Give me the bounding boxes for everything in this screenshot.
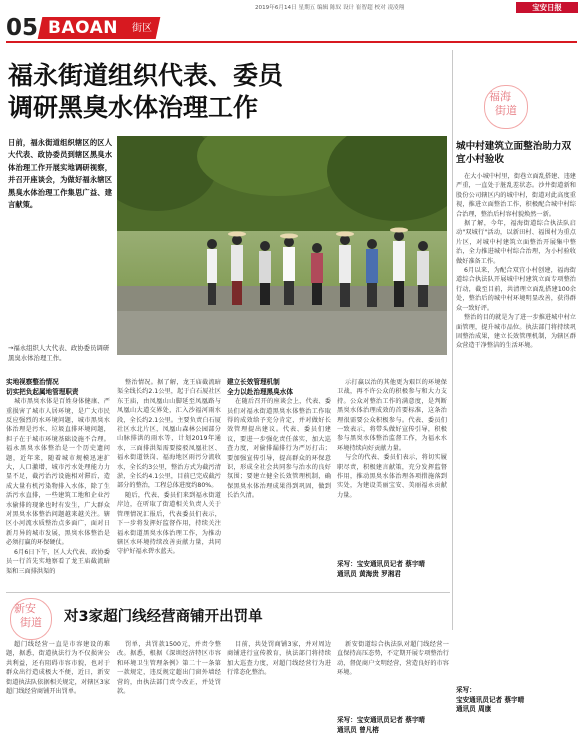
main-credit — [337, 560, 449, 579]
main-subhead: 建立长效管理机制 — [227, 378, 280, 386]
side-credit-line: 通讯员 周康 — [456, 705, 492, 714]
main-subhead: 切实把负起属地管理职责 — [6, 387, 79, 396]
main-col-3 — [227, 378, 331, 590]
main-col-1 — [6, 378, 110, 590]
main-paragraph: 示打赢以治的其他更为艰巨的环境保卫战，再不许公众的积极参与和大力支持。公众对整治工作的满意度，是判断黑臭水体治理成效的首要标准，这条治理很需要公众积极参与。代表、委员们一致表示，将带头做好宣传引导，积极参与黑臭水体整治监督工作，为福永水环境持续向好贡献力量。 — [337, 379, 447, 452]
bottom-col-2 — [117, 640, 221, 746]
main-paragraph: 随后，代表、委员们来到福永街道岸边，在听取了街道相关负责人关于管理情况汇报后，代表委员们表示，下一步将发挥好监督作用，持续关注福永街道黑臭水体治理工作，为推动辖区水环境持续改善贡献力量，共同守护好福永碧水蓝天。 — [117, 491, 221, 556]
bottom-divider — [6, 592, 450, 593]
side-paragraph: 整治的目的就是为了进一步推进城中村立面管理，提升城市品位。执法部门将持续巩固整治成果，建立长效管理机制，为辖区群众营造干净整洁的生活环境。 — [456, 314, 576, 350]
main-credit-line: 采写：宝安通讯员记者 蔡宇晴 — [337, 560, 426, 568]
main-photo — [117, 136, 447, 355]
main-col-2 — [117, 378, 221, 590]
side-headline: 城中村建筑立面整治助力双宜小村验收 — [456, 141, 572, 166]
main-paragraph: 与会的代表、委员们表示，将切实履职尽责，积极建言献策，充分发挥监督作用，推动黑臭水体治理各项措施落到实处，为建设美丽宝安、美丽福永贡献力量。 — [337, 454, 447, 499]
section-name: BAOAN — [48, 18, 118, 38]
xinan-label-2: 街道 — [20, 616, 42, 629]
bottom-col-3 — [227, 640, 331, 746]
side-paragraph: 在大小城中村里，街巷立面乱搭建、违建严重，一直处于脏乱差状态。沙井街道新和股份公司辖区内的城中村，街道对此高度重视，推进立面整治工作，积极配合城中村综合治理，整治后村容村貌焕然一新。 — [456, 173, 576, 218]
date-line: 2019年6月14日 星期五 编辑 陈奴 设计 崔智超 校对 凌凌翔 — [255, 5, 405, 11]
bottom-credit-line: 采写：宝安通讯员记者 蔡宇晴 — [337, 716, 426, 724]
side-credit-line: 采写： — [456, 686, 476, 694]
header-rule — [6, 41, 577, 43]
bottom-paragraph: 超门线经营一直是市容建设的难题，据悉，街道执法行为不仅损害公共利益，还有阻碍市容市貌，也对于群众出行造成极大不便，近日，新安街道执法队依据相关规定，对辖区3家超门线经营商铺开出罚单。 — [6, 641, 110, 696]
headline-line-1: 福永街道组织代表、委员 — [8, 61, 284, 90]
side-credit-line: 宝安通讯员记者 蔡宇晴 — [456, 695, 525, 704]
page-number: 05 — [6, 15, 39, 41]
main-paragraph: 整治情况。据了解，龙王庙截流暗渠全线长约2.1公里，起于白石厦社区东王庙，由凤凰山山脚延至凤凰路与凤凰山大道交界处，汇入沙福河雨水段，全长约2.1公里。主要负责白石厦社区水北片区，凤凰山森林公园部分山脉排洪的雨水等，计划2019年通水，三面排洪渠需要接驳凤凰社区、福永街道铁岗、福海地区雨污分流收水，全长约3公里，整治方式为截污清淤，全长约4.1公里，目前已完成截污部分的整治，工程总体进度约80%。 — [117, 379, 221, 490]
main-subhead: 实地视察整治情况 — [6, 378, 59, 386]
headline-line-2: 调研黑臭水体治理工作 — [8, 93, 259, 122]
side-body — [456, 172, 576, 682]
main-paragraph: 6月6日下午，区人大代表、政协委员一行首先实地察看了龙王庙截流暗渠和三面排洪渠的 — [6, 548, 110, 575]
fuhai-label-1: 福海 — [489, 90, 511, 103]
bottom-credit-line: 通讯员 曾凡榕 — [337, 725, 379, 734]
main-credit-line: 通讯员 黄海贵 罗湘君 — [337, 569, 401, 578]
xinan-label-1: 新安 — [14, 602, 36, 615]
main-subhead: 全力以赴治理黑臭水体 — [227, 387, 293, 396]
masthead-logo: 宝安日报 — [516, 2, 578, 13]
fuhai-label-2: 街道 — [495, 104, 517, 117]
side-credit — [456, 686, 576, 715]
bottom-paragraph: 罚单，共罚款1500元，并责令整改。据悉，根据《深圳经济特区市容和环境卫生管理条例》第二十一条第一款规定，违反规定超出门窗外墙经营的，由执法部门责令改正，并处罚款。 — [117, 641, 221, 696]
bottom-paragraph: 目前，共处罚商铺3家，并对周边商铺进行宣传教育，执法部门将持续加大巡查力度，对超门线经营行为进行常态化整治。 — [227, 641, 331, 677]
main-paragraph: 城市黑臭水体是百姓身体健康、严重损害了城市人居环境，是广大市民反应强烈的水环境问题，城市黑臭水体治理是污水、垃圾直排环境问题，担子在于城市环境基础设施不合理。福永黑臭水体整治是一个历史遗问题，近年来，随着城市规模迅速扩大，人口激增，城市污水处理能力力显不足，截污治污设施相对滞后，造成大量有机污染物排入水体，除了生活污水直排，一些建筑工地和企业污水偷排的现象也时有发生，广大群众对黑臭水体整治问题越来越关注。辖区小河流水质整治点多面广，面对日新月异的城市发展，黑臭水体整治是必须打赢的环保硬仗。 — [6, 398, 110, 547]
bottom-col-4 — [337, 640, 449, 712]
side-paragraph: 6月以来，为配合双宜小村创建，福海街道综合执法队开展城中村建筑立面专项整治行动，截至目前，共清理立面乱搭建100余处，整治后的城中村环境明显改善，获得群众一致好评。 — [456, 267, 576, 312]
main-col-4 — [337, 378, 447, 554]
bottom-credit — [337, 716, 449, 735]
section-label: 街区 — [132, 23, 152, 34]
bottom-paragraph: 新安街道综合执法队对超门线经营一直保持高压态势，不定期开展专项整治行动，督促商户文明经营，营造良好的市容环境。 — [337, 641, 449, 677]
main-paragraph: 在随后召开的座谈会上，代表、委员们对福永街道黑臭水体整治工作取得的成效给予充分肯定，并对做好长效管理提出建议。代表、委员们建议，要进一步强化责任落实，加大巡查力度，对偷排漏排行为严厉打击；要加强宣传引导，提高群众的环保意识，形成全社会共同参与治水的良好氛围；要建立健全长效管理机制，确保黑臭水体治理成果得到巩固，做到长治久清。 — [227, 398, 331, 500]
bottom-headline: 对3家超门线经营商铺开出罚单 — [64, 609, 263, 625]
main-headline — [8, 60, 408, 124]
photo-caption: →福永组织人大代表、政协委员调研黑臭水体治理工作。 — [8, 344, 110, 362]
lead-paragraph: 日前，福永街道组织辖区的区人大代表、政协委员到辖区黑臭水体治理工作开展实地调研视察，并召开座谈会，为做好福永辖区黑臭水体治理工作集思广益、建言献策。 — [8, 138, 112, 210]
bottom-col-1 — [6, 640, 110, 746]
sidebar-divider — [452, 50, 453, 630]
side-paragraph: 据了解，今年，福海街道综合执法队启动"双城行"活动，以新田村、福围村为重点片区，对城中村建筑立面整治开展集中整治，全力推进城中村综合治理，为小村验收做好准备工作。 — [456, 220, 576, 265]
